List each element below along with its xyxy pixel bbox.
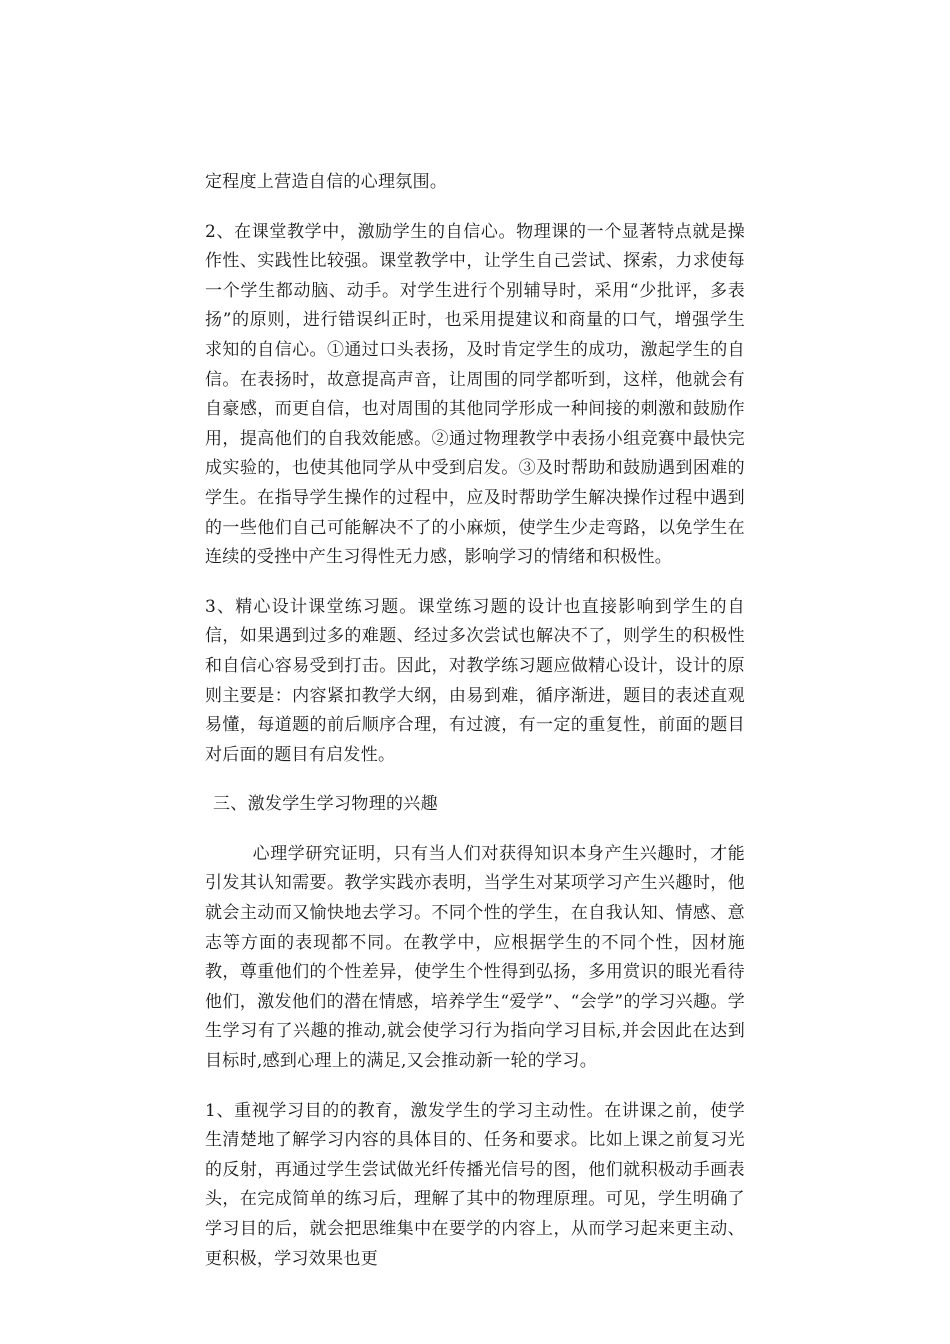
paragraph-item-2: 2、在课堂教学中，激励学生的自信心。物理课的一个显著特点就是操作性、实践性比较强。课堂教学中，让学生自己尝试、探索，力求使每一个学生都动脑、动手。对学生进行个别辅导时，采用“少批评，多表扬”的原则，进行错误纠正时，也采用提建议和商量的口气，增强学生求知的自信心。①通过口头表扬，及时肯定学生的成功，激起学生的自信。在表扬时，故意提高声音，让周围的同学都听到，这样，他就会有自豪感，而更自信，也对周围的其他同学形成一种间接的刺激和鼓励作用，提高他们的自我效能感。②通过物理教学中表扬小组竞赛中最快完成实验的，也使其他同学从中受到启发。③及时帮助和鼓励遇到困难的学生。在指导学生操作的过程中，应及时帮助学生解决操作过程中遇到的一些他们自己可能解决不了的小麻烦，使学生少走弯路，以免学生在连续的受挫中产生习得性无力感，影响学习的情绪和积极性。: [205, 221, 745, 568]
paragraph-gap: [205, 1077, 745, 1097]
document-body: [205, 168, 745, 1274]
paragraph-interest: 心理学研究证明，只有当人们对获得知识本身产生兴趣时，才能引发其认知需要。教学实践亦表明，当学生对某项学习产生兴趣时，他就会主动而又愉快地去学习。不同个性的学生，在自我认知、情感、意志等方面的表现都不同。在教学中，应根据学生的不同个性，因材施教，尊重他们的个性差异，使学生个性得到弘扬，多用赏识的眼光看待他们，激发他们的潜在情感，培养学生“爱学”、“会学”的学习兴趣。学生学习有了兴趣的推动,就会使学习行为指向学习目标,并会因此在达到目标时,感到心理上的满足,又会推动新一轮的学习。: [205, 843, 745, 1072]
paragraph-item-1: 1、重视学习目的的教育，激发学生的学习主动性。在讲课之前，使学生清楚地了解学习内容的具体目的、任务和要求。比如上课之前复习光的反射，再通过学生尝试做光纤传播光信号的图，他们就积极动手画表头，在完成简单的练习后，理解了其中的物理原理。可见，学生明确了学习目的后，就会把思维集中在要学的内容上，从而学习起来更主动、更积极，学习效果也更: [205, 1100, 745, 1269]
paragraph-gap: [205, 820, 745, 840]
paragraph-gap: [205, 573, 745, 593]
section-heading-3: 三、激发学生学习物理的兴趣: [213, 794, 438, 815]
paragraph-item-3: 3、精心设计课堂练习题。课堂练习题的设计也直接影响到学生的自信，如果遇到过多的难题、经过多次尝试也解决不了，则学生的积极性和自信心容易受到打击。因此，对教学练习题应做精心设计，设计的原则主要是：内容紧扣教学大纲，由易到难，循序渐进，题目的表述直观易懂，每道题的前后顺序合理，有过渡，有一定的重复性，前面的题目对后面的题目有启发性。: [205, 596, 745, 765]
paragraph-gap: [205, 198, 745, 218]
paragraph-intro: 定程度上营造自信的心理氛围。: [205, 172, 448, 192]
paragraph-gap: [205, 770, 745, 790]
